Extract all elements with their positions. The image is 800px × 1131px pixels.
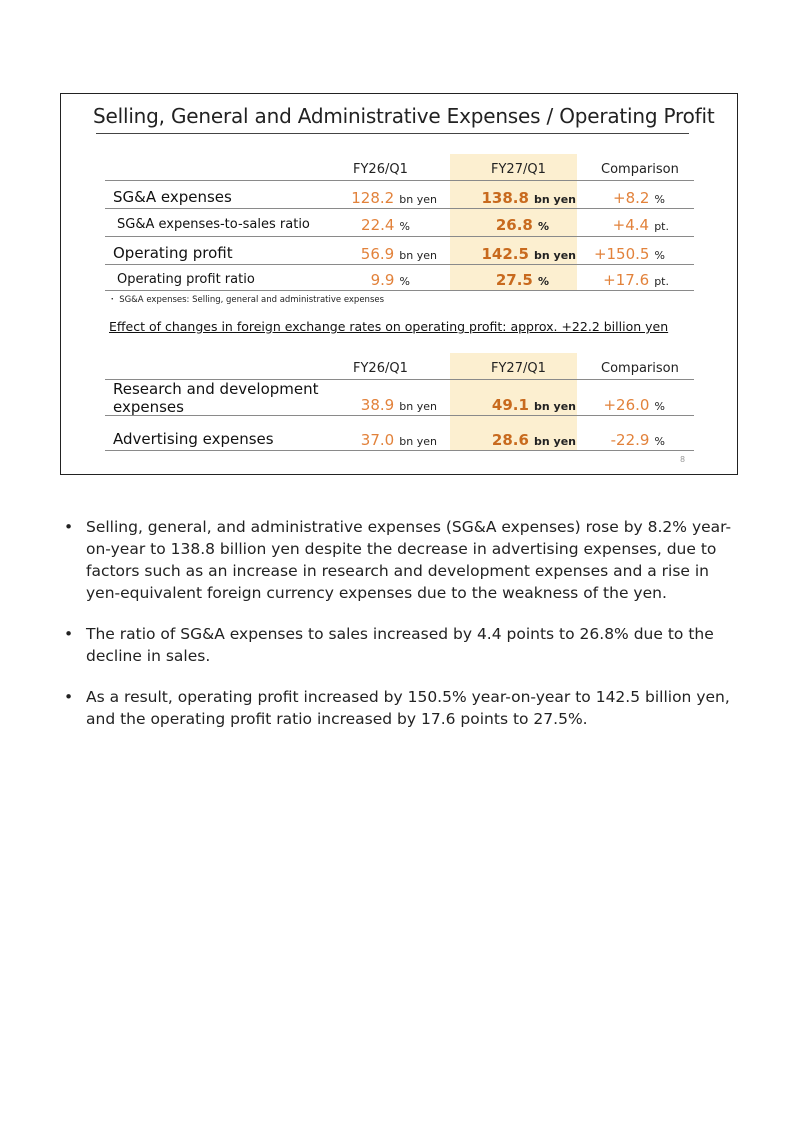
bullet-icon: • [64, 518, 74, 536]
column-header-fy27: FY27/Q1 [491, 162, 546, 177]
comparison-operating-profit: +150.5 % [593, 245, 665, 263]
column-header-comparison: Comparison [601, 162, 679, 177]
fy27-sga-expenses: 138.8 bn yen [481, 189, 576, 207]
fy26-sga-ratio: 22.4 % [361, 216, 410, 234]
row-label-sga-expenses: SG&A expenses [113, 188, 232, 206]
slide-title: Selling, General and Administrative Expenses / Operating Profit [93, 104, 715, 128]
fy26-sga-expenses: 128.2 bn yen [351, 189, 437, 207]
column-header-fy26: FY26/Q1 [353, 361, 408, 376]
column-header-fy27: FY27/Q1 [491, 361, 546, 376]
comparison-rd-expenses: +26.0 % [603, 396, 665, 414]
row-label-operating-profit-ratio: Operating profit ratio [117, 272, 255, 287]
row-rule [105, 450, 694, 451]
fy27-rd-expenses: 49.1 bn yen [491, 396, 576, 414]
fy27-advertising-expenses: 28.6 bn yen [491, 431, 576, 449]
fy27-operating-profit: 142.5 bn yen [481, 245, 576, 263]
row-rule [105, 236, 694, 237]
note-sga-expenses: • Selling, general, and administrative expenses (SG&A expenses) rose by 8.2% year-on-year to 138.8 billion yen despite the decrease in advertising expenses, due to factors such as an increase in research and development expenses and a rise in yen-equivalent foreign currency expenses due to the weakness of the yen. [64, 518, 732, 602]
row-rule [105, 415, 694, 416]
fy26-advertising-expenses: 37.0 bn yen [360, 431, 437, 449]
header-rule [105, 180, 694, 181]
slide-panel [60, 93, 738, 475]
fy26-operating-profit: 56.9 bn yen [360, 245, 437, 263]
note-operating-profit: • As a result, operating profit increased by 150.5% year-on-year to 142.5 billion yen, and the operating profit ratio increased by 17.6 points to 27.5%. [64, 688, 730, 728]
title-underline [96, 133, 689, 134]
fy27-sga-ratio: 26.8 % [495, 216, 549, 234]
bullet-icon: • [64, 688, 74, 706]
row-label-sga-ratio: SG&A expenses-to-sales ratio [117, 217, 310, 232]
row-label-operating-profit: Operating profit [113, 244, 233, 262]
fy27-operating-profit-ratio: 27.5 % [495, 271, 549, 289]
column-header-comparison: Comparison [601, 361, 679, 376]
comparison-sga-ratio: +4.4 pt. [612, 216, 669, 234]
comparison-operating-profit-ratio: +17.6 pt. [603, 271, 669, 289]
comparison-advertising-expenses: -22.9 % [610, 431, 665, 449]
row-rule [105, 208, 694, 209]
note-sga-ratio: • The ratio of SG&A expenses to sales increased by 4.4 points to 26.8% due to the decline in sales. [64, 625, 714, 665]
row-label-rd-expenses: Research and development expenses [113, 380, 319, 416]
commentary-notes [62, 516, 742, 749]
row-label-advertising-expenses: Advertising expenses [113, 430, 274, 448]
column-header-fy26: FY26/Q1 [353, 162, 408, 177]
row-rule [105, 290, 694, 291]
fx-effect-note: Effect of changes in foreign exchange rates on operating profit: approx. +22.2 billion yen [109, 319, 669, 334]
comparison-sga-expenses: +8.2 % [613, 189, 665, 207]
footnote: ・ SG&A expenses: Selling, general and administrative expenses [108, 295, 385, 305]
bullet-icon: • [64, 625, 74, 643]
fy26-rd-expenses: 38.9 bn yen [360, 396, 437, 414]
row-rule [105, 264, 694, 265]
page-number: 8 [680, 455, 686, 464]
fy26-operating-profit-ratio: 9.9 % [370, 271, 410, 289]
